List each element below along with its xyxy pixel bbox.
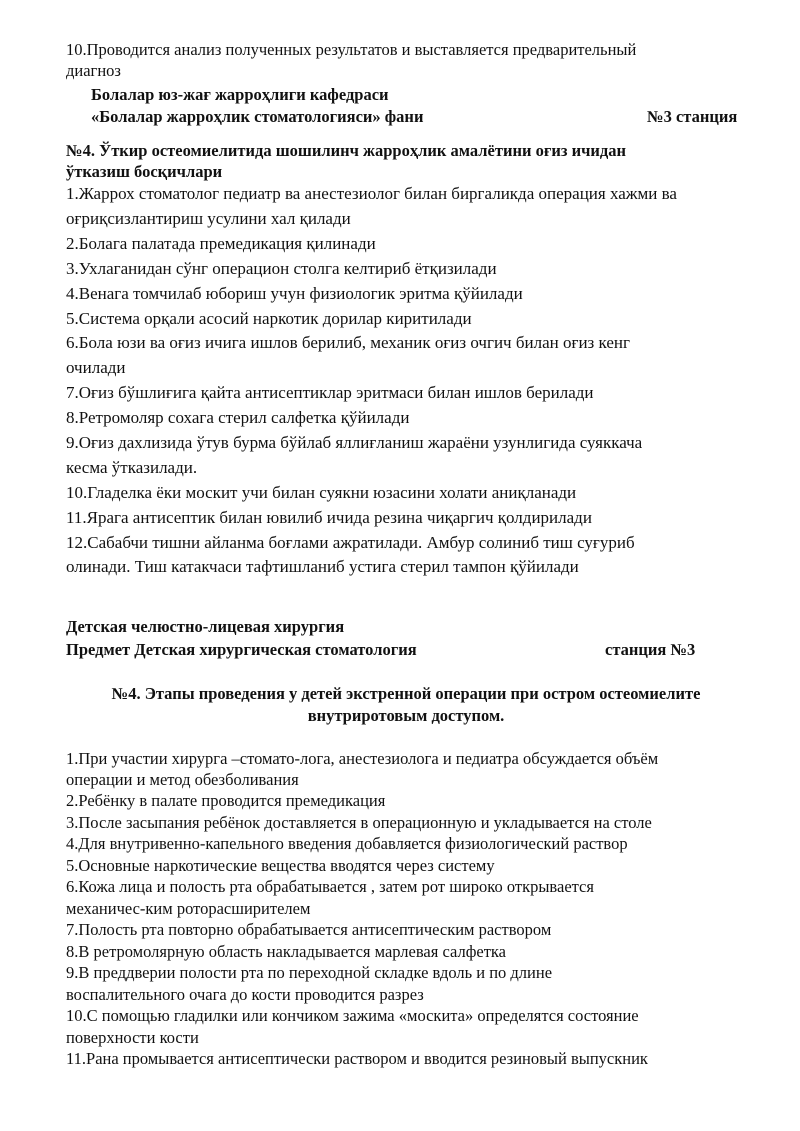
uz-step-line: 7.Оғиз бўшлиғига қайта антисептиклар эритмаси билан ишлов берилади <box>66 383 594 402</box>
uz-step-line: оғриқсизлантириш усулини хал қилади <box>66 209 351 228</box>
ru-step-line: 10.С помощью гладилки или кончиком зажима «москита» определятся состояние <box>66 1006 639 1025</box>
ru-step-line: 5.Основные наркотические вещества вводятся через систему <box>66 856 495 875</box>
uz-step-line: 1.Жаррох стоматолог педиатр ва анестезиолог билан биргаликда операция хажми ва <box>66 184 677 203</box>
ru-step-line: операции и метод обезболивания <box>66 770 299 789</box>
uz-subject: «Болалар жарроҳлик стоматологияси» фани <box>91 107 424 126</box>
uz-department: Болалар юз-жағ жарроҳлиги кафедраси <box>91 85 389 104</box>
ru-step-line: 4.Для внутривенно-капельного введения добавляется физиологический раствор <box>66 834 628 853</box>
uz-step-line: 3.Ухлаганидан сўнг операцион столга келтириб ётқизилади <box>66 259 497 278</box>
ru-step-line: 9.В преддверии полости рта по переходной складке вдоль и по длине <box>66 963 553 982</box>
uz-step-line: 6.Бола юзи ва оғиз ичига ишлов берилиб, механик оғиз очгич билан оғиз кенг <box>66 333 630 352</box>
ru-station: станция №3 <box>605 640 696 659</box>
ru-step-line: 11.Рана промывается антисептически раствором и вводится резиновый выпускник <box>66 1049 648 1068</box>
ru-task-title-line-2: внутриротовым доступом. <box>307 706 505 725</box>
uz-step-line: 5.Система орқали асосий наркотик дорилар киритилади <box>66 309 472 328</box>
uz-step-line: 2.Болага палатада премедикация қилинади <box>66 234 376 253</box>
ru-step-line: 3.После засыпания ребёнок доставляется в операционную и укладывается на столе <box>66 813 652 832</box>
uz-step-line: кесма ўтказилади. <box>66 458 198 477</box>
ru-step-line: 6.Кожа лица и полость рта обрабатывается , затем рот широко открывается <box>66 877 594 896</box>
uz-task-title-line-2: ўтказиш босқичлари <box>66 162 223 181</box>
uz-step-line: 12.Сабабчи тишни айланма боғлами ажратилади. Амбур солиниб тиш суғуриб <box>66 533 635 552</box>
ru-task-title-line-1: №4. Этапы проведения у детей экстренной операции при остром остеомиелите <box>111 684 701 703</box>
ru-department: Детская челюстно-лицевая хирургия <box>66 617 345 636</box>
uz-step-line: 10.Гладелка ёки москит учи билан суякни юзасини холати аниқланади <box>66 483 577 502</box>
ru-step-line: 1.При участии хирурга –стомато-лога, анестезиолога и педиатра обсуждается объём <box>66 749 659 768</box>
uz-task-title-line-1: №4. Ўткир остеомиелитида шошилинч жарроҳлик амалётини оғиз ичидан <box>66 141 627 160</box>
ru-step-line: поверхности кости <box>66 1028 199 1047</box>
top-item-line-1: 10.Проводится анализ полученных результатов и выставляется предварительный <box>66 40 637 59</box>
uz-step-line: олинади. Тиш катакчаси тафтишланиб устига стерил тампон қўйилади <box>66 557 579 576</box>
uz-station: №3 станция <box>647 107 738 126</box>
ru-step-line: воспалительного очага до кости проводится разрез <box>66 985 424 1004</box>
ru-step-line: механичес-ким роторасширителем <box>66 899 311 918</box>
ru-step-line: 2.Ребёнку в палате проводится премедикация <box>66 791 386 810</box>
uz-step-line: 4.Венага томчилаб юбориш учун физиологик эритма қўйилади <box>66 284 523 303</box>
uz-step-line: 11.Ярага антисептик билан ювилиб ичида резина чиқаргич қолдирилади <box>66 508 592 527</box>
ru-step-line: 7.Полость рта повторно обрабатывается антисептическим раствором <box>66 920 552 939</box>
ru-subject: Предмет Детская хирургическая стоматология <box>66 640 417 659</box>
top-item-line-2: диагноз <box>66 61 121 80</box>
uz-step-line: 8.Ретромоляр сохага стерил салфетка қўйилади <box>66 408 410 427</box>
ru-step-line: 8.В ретромолярную область накладывается марлевая салфетка <box>66 942 507 961</box>
uz-step-line: 9.Оғиз дахлизида ўтув бурма бўйлаб яллиғланиш жараёни узунлигида суяккача <box>66 433 643 452</box>
uz-step-line: очилади <box>66 358 126 377</box>
